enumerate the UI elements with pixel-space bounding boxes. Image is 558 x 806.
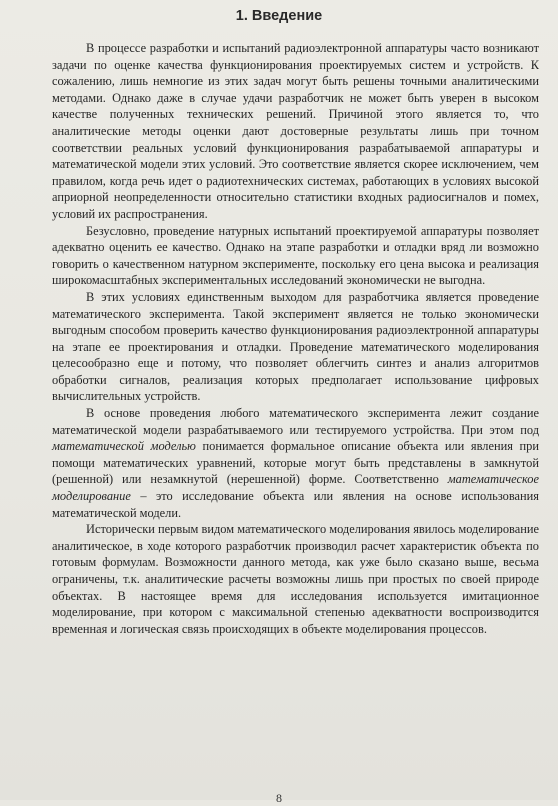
term-mathematical-modeling: математическое моделирование	[52, 472, 539, 504]
term-mathematical-model: математической моделью	[52, 439, 196, 454]
paragraph-3: В этих условиях единственным выходом для разработчика является проведение математического эксперимента. Такой эксперимент является не только экономически выгодным способом проверить качество функционирования радиоэлектронной аппаратуры на этапе ее проектирования и отладки. Проведение математического моделирования целесообразно еще и потому, что позволяет облегчить синтез и анализ алгоритмов обработки сигналов, реализация которых предполагает использование цифровых вычислительных устройств.	[52, 289, 539, 404]
paragraph-5: Исторически первым видом математического моделирования явилось моделирование аналитическое, в ходе которого разработчик производил расчет характеристик объекта по готовым формулам. Возможности данного метода, как уже было сказано выше, весьма ограничены, т.к. аналитические расчеты возможны лишь при простых по своей природе объектах. В настоящее время для исследования используется имитационное моделирование, при котором с максимальной степенью адекватности воспроизводится временная и логическая связь происходящих в объекте моделирования процессов.	[52, 522, 539, 636]
page-number: 8	[276, 791, 282, 805]
section-heading: 1. Введение	[235, 8, 323, 24]
paragraph-4-text-a: В основе проведения любого математического эксперимента лежит создание математической модели разрабатываемого или тестируемого устройства. При этом под	[52, 406, 539, 437]
paragraph-4-text-c: – это исследование объекта или явления на основе использования математической модели.	[52, 489, 539, 520]
paragraph-4	[52, 405, 539, 521]
body-text	[52, 40, 539, 637]
paragraph-1: В процессе разработки и испытаний радиоэлектронной аппаратуры часто возникают задачи по оценке качества функционирования проектируемых систем и устройств. К сожалению, лишь немногие из этих задач могут быть решены точными аналитическими методами. Однако даже в случае удачи разработчик не может быть уверен в высоком качестве полученных технических решений. Причиной этого является то, что аналитические методы оценки дают достоверные результаты лишь при точном соответствии реальных условий функционирования разрабатываемой аппаратуры и математической модели этих условий. Это соответствие является скорее исключением, чем правилом, когда речь идет о радиотехнических системах, работающих в условиях высокой априорной неопределенности относительно статистики входных радиосигналов и помех, условий их распространения.	[52, 41, 539, 221]
paragraph-4-text-b: понимается формальное описание объекта или явления при помощи математических уравнений, которые могут быть представлены в замкнутой (решенной) или незамкнутой (нерешенной) форме. Соответственно	[52, 439, 539, 487]
paragraph-2: Безусловно, проведение натурных испытаний проектируемой аппаратуры позволяет адекватно оценить ее качество. Однако на этапе разработки и отладки вряд ли возможно говорить о качественном натурном эксперименте, поскольку его цена высока и реализация широкомасштабных экспериментальных исследований экономически не выгодна.	[52, 223, 539, 288]
